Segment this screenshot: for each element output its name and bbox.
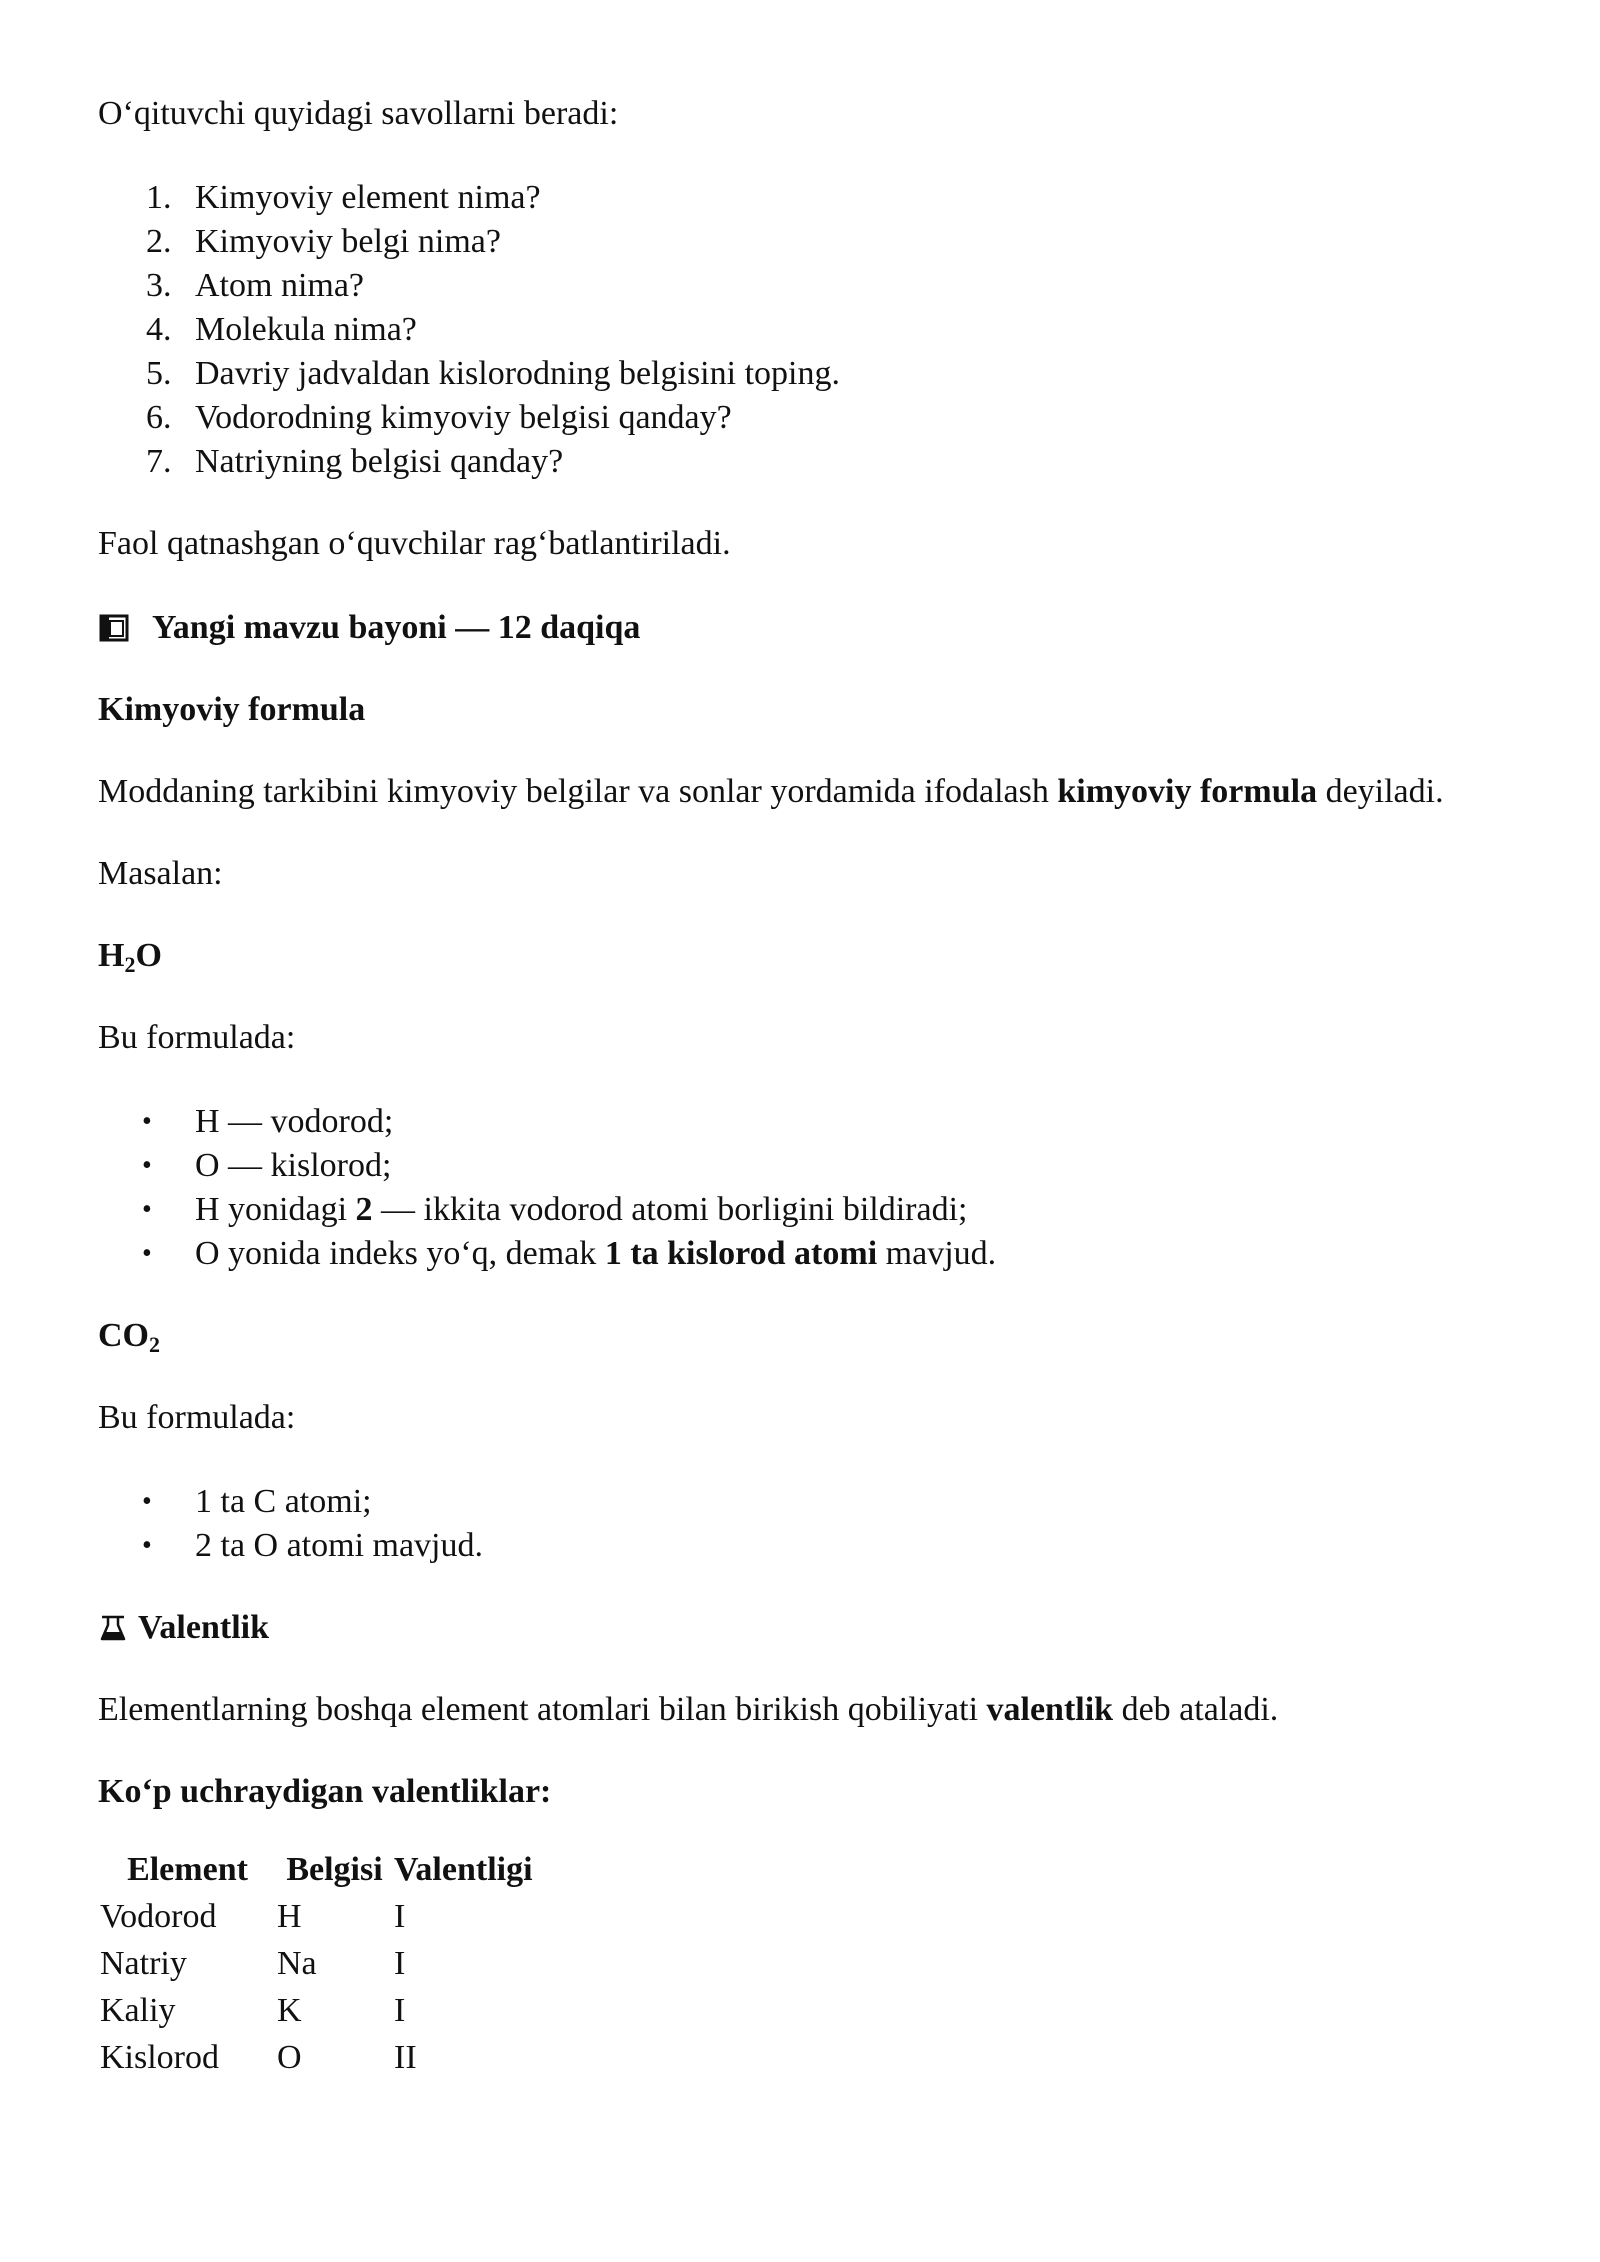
table-cell: I bbox=[394, 1897, 406, 1935]
list-item: 4. Molekula nima? bbox=[146, 311, 417, 348]
list-item: 6. Vodorodning kimyoviy belgisi qanday? bbox=[146, 399, 732, 436]
section-heading-new-topic: Yangi mavzu bayoni — 12 daqiqa bbox=[98, 606, 1502, 650]
section-heading-valence: Valentlik bbox=[98, 1606, 1502, 1650]
column-header-element: Element bbox=[127, 1850, 248, 1888]
table-cell: O bbox=[277, 2038, 302, 2076]
valence-table bbox=[98, 1846, 564, 2081]
table-cell: Kislorod bbox=[100, 2038, 219, 2076]
table-cell: Kaliy bbox=[100, 1991, 176, 2029]
co2-points-list bbox=[98, 1480, 1502, 1568]
list-item: 3. Atom nima? bbox=[146, 267, 365, 304]
table-header-row bbox=[98, 1846, 564, 1893]
list-item: • 2 ta O atomi mavjud. bbox=[142, 1527, 484, 1564]
column-header-valence: Valentligi bbox=[394, 1850, 533, 1888]
common-valences-heading: Koʻp uchraydigan valentliklar: bbox=[98, 1773, 552, 1810]
list-item: 2. Kimyoviy belgi nima? bbox=[146, 223, 501, 260]
valence-definition: Elementlarning boshqa element atomlari bilan birikish qobiliyati valentlik deb ataladi. bbox=[98, 1691, 1279, 1728]
formula-h2o: $H_2O$ bbox=[98, 937, 162, 977]
list-item: • O yonida indeks yoʻq, demak 1 ta kislorod atomi mavjud. bbox=[142, 1235, 997, 1272]
list-item: 1. Kimyoviy element nima? bbox=[146, 179, 541, 216]
list-item: 5. Davriy jadvaldan kislorodning belgisini toping. bbox=[146, 355, 840, 392]
book-icon bbox=[98, 611, 130, 641]
table-cell: Natriy bbox=[100, 1944, 187, 1982]
formula-heading: Kimyoviy formula bbox=[98, 691, 366, 728]
table-row bbox=[98, 1893, 564, 1940]
intro-text: Oʻqituvchi quyidagi savollarni beradi: bbox=[98, 95, 619, 132]
table-cell: H bbox=[277, 1897, 302, 1935]
table-row bbox=[98, 1987, 564, 2034]
list-item: • H yonidagi 2 — ikkita vodorod atomi borligini bildiradi; bbox=[142, 1191, 968, 1228]
encourage-text: Faol qatnashgan oʻquvchilar ragʻbatlantiriladi. bbox=[98, 525, 731, 562]
list-item: • H — vodorod; bbox=[142, 1103, 394, 1140]
list-item: • O — kislorod; bbox=[142, 1147, 392, 1184]
questions-list bbox=[98, 176, 1502, 484]
formula-co2: $CO_2$ bbox=[98, 1317, 160, 1357]
list-item: • 1 ta C atomi; bbox=[142, 1483, 372, 1520]
example-label: Masalan: bbox=[98, 855, 223, 892]
list-item: 7. Natriyning belgisi qanday? bbox=[146, 443, 564, 480]
in-formula-label-1: Bu formulada: bbox=[98, 1019, 296, 1056]
table-cell: Vodorod bbox=[100, 1897, 217, 1935]
table-row bbox=[98, 1940, 564, 1987]
table-cell: K bbox=[277, 1991, 302, 2029]
column-header-symbol: Belgisi bbox=[286, 1850, 383, 1888]
table-cell: Na bbox=[277, 1944, 317, 1982]
table-cell: I bbox=[394, 1991, 406, 2029]
flask-icon bbox=[98, 1610, 128, 1640]
table-row bbox=[98, 2034, 564, 2081]
table-cell: I bbox=[394, 1944, 406, 1982]
formula-definition: Moddaning tarkibini kimyoviy belgilar va sonlar yordamida ifodalash kimyoviy formula deyiladi. bbox=[98, 773, 1444, 810]
in-formula-label-2: Bu formulada: bbox=[98, 1399, 296, 1436]
table-cell: II bbox=[394, 2038, 417, 2076]
h2o-points-list bbox=[98, 1100, 1502, 1276]
